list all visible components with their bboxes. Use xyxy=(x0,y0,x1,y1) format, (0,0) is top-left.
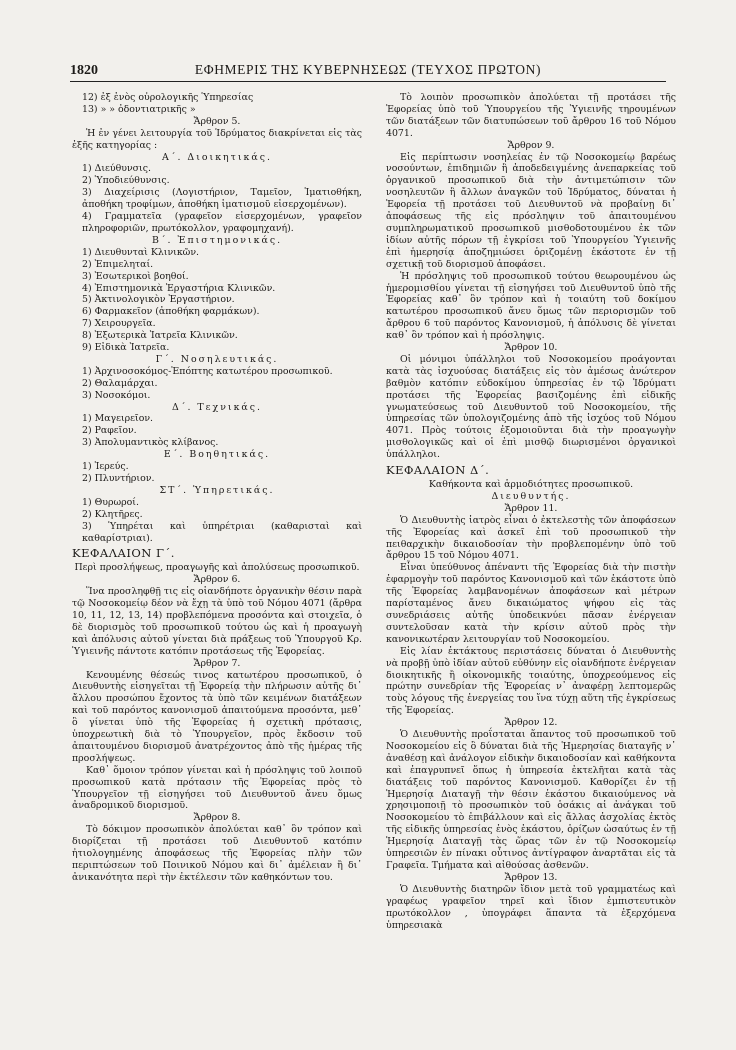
list-item: 7) Χειρουργεῖα. xyxy=(82,318,156,330)
section-heading: Καθήκοντα καὶ ἁρμοδιότητες προσωπικοῦ. xyxy=(428,479,634,490)
paragraph: Εἶναι ὑπεύθυνος ἀπέναντι τῆς Ἐφορείας διὰ τὴν πιστὴν ἐφαρμογὴν τοῦ παρόντος Κανονισμοῦ καὶ τῶν ἑκάστοτε ὑπὸ τῆς Ἐφορείας λαμβανομένων ἀποφάσεων καὶ μέτρων παρίσταμένος ἄνευ δικαιώματος ψήφου εἰς τὰς συνεδριάσεις αὐτῆς ὑποδεικνύει πᾶσαν ἐνέργειαν συντελοῦσαν κατὰ τὴν κρίσιν αὐτοῦ πρὸς τὴν κανονικωτέραν λειτουργίαν τοῦ Νοσοκομείου. xyxy=(386,562,676,645)
list-item: 3) Ἐσωτερικοὶ βοηθοί. xyxy=(82,270,189,282)
left-column xyxy=(72,92,362,884)
section-heading: Περὶ προσλήψεως, προαγωγῆς καὶ ἀπολύσεως προσωπικοῦ. xyxy=(74,562,360,574)
paragraph: Ἡ πρόσληψις τοῦ προσωπικοῦ τούτου θεωρουμένου ὡς ἡμερομισθίου γίνεται τῇ εἰσηγήσει τοῦ Διευθυντοῦ ὑπὸ τῆς Ἐφορείας καθ᾽ ὃν τρόπον καὶ ἡ τοιαύτη τοῦ δοκίμου κατωτέρου προσωπικοῦ ἄνευ ὅμως τῶν περιορισμῶν τοῦ ἄρθρου 6 τοῦ παρόντος Κανονισμοῦ, ἡ ἀπόλυσις δὲ γίνεται καθ᾽ ὃν τρόπον καὶ ἡ πρόσληψις. xyxy=(386,270,676,342)
section-heading: Ἄρθρον 7. xyxy=(193,657,241,669)
page-number: 1820 xyxy=(70,63,98,78)
list-item: 1) Ἱερεύς. xyxy=(82,461,129,473)
category-heading: Ε΄. Βοηθητικάς. xyxy=(163,449,271,461)
paragraph: Ὁ Διευθυντὴς ἰατρὸς εἶναι ὁ ἐκτελεστὴς τῶν ἀποφάσεων τῆς Ἐφορείας καὶ ἀσκεῖ ἐπὶ τοῦ προσωπικοῦ τὴν πειθαρχικὴν δικαιοδοσίαν τὴν προβλεπομένην ὑπὸ τοῦ ἄρθρου 15 τοῦ Νόμου 4071. xyxy=(386,514,676,562)
category-heading: Διευθυντής. xyxy=(491,490,571,502)
list-item: 1) Θυρωροί. xyxy=(82,496,139,508)
list-item: 3) Ἀπολυμαντικὸς κλίβανος. xyxy=(82,437,219,449)
list-item: 8) Ἐξωτερικὰ Ἰατρεῖα Κλινικῶν. xyxy=(82,330,238,342)
section-heading: Ἄρθρον 5. xyxy=(193,115,241,127)
list-item: 4) Ἐπιστημονικὰ Ἐργαστήρια Κλινικῶν. xyxy=(82,282,276,294)
list-item: 1) Διευθυνταὶ Κλινικῶν. xyxy=(82,246,199,258)
section-heading: Ἄρθρον 6. xyxy=(193,574,241,586)
paragraph: Καθ᾽ ὅμοιον τρόπον γίνεται καὶ ἡ πρόσληψις τοῦ λοιποῦ προσωπικοῦ κατὰ πρότασιν τῆς Ἐφορείας πρὸς τὸ Ὑπουργεῖον τῇ εἰσηγήσει τοῦ Διευθυντοῦ ἄνευ ὅμως ἀναδρομικοῦ διορισμοῦ. xyxy=(72,764,362,812)
paragraph: Ὁ Διευθυντὴς διατηρῶν ἴδιον μετὰ τοῦ γραμματέως καὶ γραφέως γραφεῖον τηρεῖ καὶ ἴδιον ἐμπιστευτικὸν πρωτόκολλον , ὑπογράφει ἅπαντα τὰ ἐξερχόμενα ὑπηρεσιακὰ xyxy=(386,883,676,931)
list-item: 2) Ραφεῖον. xyxy=(82,425,137,437)
chapter-heading: ΚΕΦΑΛΑΙΟΝ Δ΄. xyxy=(386,463,490,478)
list-item: 12) ἐξ ἑνὸς οὐρολογικῆς Ὑπηρεσίας xyxy=(82,92,254,103)
chapter-heading: ΚΕΦΑΛΑΙΟΝ Γ΄. xyxy=(72,546,175,561)
paragraph: Κενουμένης θέσεώς τινος κατωτέρου προσωπικοῦ, ὁ Διευθυντὴς εἰσηγεῖται τῇ Ἐφορείᾳ τὴν πλήρωσιν αὐτῆς δι᾽ ἄλλου προσώπου ἔχοντος τὰ ὑπὸ τῶν κειμένων διατάξεων καὶ τοῦ παρόντος κανονισμοῦ ἀπαιτούμενα προσόντα, μεθ᾽ ὃ γίνεται ὑπὸ τῆς Ἐφορείας ἡ σχετικὴ πρότασις, ὑποχρεωτικὴ διὰ τὸ Ὑπουργεῖον, πρὸς ἔκδοσιν τοῦ ἀπαιτουμένου διορισμοῦ ἀνατρέχοντος ἀπὸ τῆς ἡμέρας τῆς προσλήψεως. xyxy=(72,669,362,764)
section-heading: Ἄρθρον 11. xyxy=(504,502,558,514)
category-heading: Α΄. Διοικητικάς. xyxy=(162,151,272,163)
page-header xyxy=(70,62,666,82)
list-item: 2) Ὑποδιεύθυνσις. xyxy=(82,175,170,187)
paragraph: Ὁ Διευθυντὴς προΐσταται ἅπαντος τοῦ προσωπικοῦ τοῦ Νοσοκομείου εἰς ὃ δύναται διὰ τῆς Ἡμερησίας διαταγῆς ν᾽ ἀναθέσῃ καὶ ἀνάλογον εἰδικὴν δικαιοδοσίαν καὶ καθήκοντα καὶ ἐπαγρυπνεῖ ὅπως ἡ ὑπηρεσία ἐκτελῆται κατὰ τὰς διατάξεις τοῦ παρόντος Κανονισμοῦ. Καθορίζει ἐν τῇ Ἡμερησίᾳ Διαταγῇ τὴν θέσιν ἑκάστου δικαιούμενος νὰ χρησιμοποιῇ τὸ προσωπικὸν τοῦ ὁσάκις αἱ ἀνάγκαι τοῦ Νοσοκομείου τὸ ἐπιβάλλουν καὶ εἰς ἄλλας ἀσχολίας ἐκτὸς τῆς εἰδικῆς ὑπηρεσίας ἑνὸς ἑκάστου, ὁρίζων ὡσαύτως ἐν τῇ Ἡμερησίᾳ Διαταγῇ τὰς ὥρας τῶν ἐν τῷ Νοσοκομείῳ ὑπηρεσιῶν ἐν πίνακι οὗτινος ἀντίγραφον ἀναρτᾶται εἰς τὰ Γραφεῖα. Τμήματα καὶ αἰθούσας ἀσθενῶν. xyxy=(386,729,676,871)
list-item: 13) » » ὀδοντιατρικῆς » xyxy=(82,103,196,115)
section-heading: Ἄρθρον 9. xyxy=(507,139,555,151)
list-item: 9) Εἰδικὰ Ἰατρεῖα. xyxy=(82,342,170,354)
list-item: 1) Μαγειρεῖον. xyxy=(82,413,154,425)
section-heading: Ἄρθρον 12. xyxy=(504,717,558,729)
paragraph: Ἵνα προσληφθῇ τις εἰς οἱανδήποτε ὀργανικὴν θέσιν παρὰ τῷ Νοσοκομείῳ δέον νὰ ἔχῃ τὰ ὑπὸ τοῦ Νόμου 4071 (ἄρθρα 10, 11, 12, 13, 14) προβλεπόμενα προσόντα καὶ στοιχεῖα, ὁ δὲ διορισμὸς τοῦ προσωπικοῦ τούτου ὡς καὶ ἡ προαγωγὴ καὶ ἀπόλυσις αὐτοῦ γίνεται διὰ πράξεως τοῦ Ὑπουργοῦ Κρ. Ὑγιεινῆς πάντοτε κατόπιν προτάσεως τῆς Ἐφορείας. xyxy=(72,586,362,657)
list-item: 2) Θαλαμάρχαι. xyxy=(82,377,158,389)
category-heading: Γ΄. Νοσηλευτικάς. xyxy=(155,353,279,365)
paragraph: Εἰς περίπτωσιν νοσηλείας ἐν τῷ Νοσοκομείῳ βαρέως νοσούντων, ἐπιδημιῶν ἢ ἀποδεδειγμένης ἀνεπαρκείας τοῦ ὀργανικοῦ προσωπικοῦ διὰ τὴν ἀντιμετώπισιν τῶν νοσηλευτῶν ἢ ἄλλων ἀναγκῶν τοῦ Ἱδρύματος, δύναται ἡ Ἐφορεία τῇ προτάσει τοῦ Διευθυντοῦ νὰ προβαίνῃ δι᾽ ἀποφάσεως τῆς εἰς πρόσληψιν τοῦ ἀπαιτουμένου συμπληρωματικοῦ προσωπικοῦ μισθοδοτουμένου ἐκ τῶν ἰδίων αὐτῆς πόρων τῇ ἐγκρίσει τοῦ Ὑπουργείου Ὑγιεινῆς ἐπὶ ἡμερησίᾳ ἀποζημιώσει ὁριζομένῃ ἑκάστοτε ἐν τῇ σχετικῇ τοῦ διορισμοῦ ἀποφάσει. xyxy=(386,151,676,270)
paragraph: Τὸ λοιπὸν προσωπικὸν ἀπολύεται τῇ προτάσει τῆς Ἐφορείας ὑπὸ τοῦ Ὑπουργείου τῆς Ὑγιεινῆς τηρουμένων τῶν διατάξεων τῶν διατυπώσεων τοῦ ἄρθρου 16 τοῦ Νόμου 4071. xyxy=(386,92,676,139)
list-item: 2) Ἐπιμεληταί. xyxy=(82,258,154,270)
paragraph: Οἱ μόνιμοι ὑπάλληλοι τοῦ Νοσοκομείου προάγονται κατὰ τὰς ἰσχυούσας διατάξεις εἰς τὸν ἀμέσως ἀνώτερον βαθμὸν κατόπιν εὐδοκίμου ὑπηρεσίας ἐν τῷ Ἱδρύματι προτάσει τῆς Ἐφορείας βασιζομένης ἐπὶ εἰδικῆς γνωματεύσεως τοῦ Διευθυντοῦ τοῦ Νοσοκομείου, τῆς ὑπηρεσίας τῶν ὑπολογιζομένης ἀπὸ τῆς ἰσχύος τοῦ Νόμου 4071. Πρὸς τούτοις ἐξομοιοῦνται διὰ τὴν προαγωγὴν μισθολογικῶς καὶ οἱ ἐπὶ μισθῷ διωρισμένοι ὀργανικοὶ ὑπάλληλοι. xyxy=(386,353,676,461)
list-item: 6) Φαρμακεῖον (ἀποθήκη φαρμάκων). xyxy=(82,306,260,318)
list-item: 3) Ὑπηρέται καὶ ὑπηρέτριαι (καθαρισταὶ καὶ καθαρίστριαι). xyxy=(82,520,362,544)
list-item: 2) Πλυντήριον. xyxy=(82,473,155,484)
list-item: 3) Νοσοκόμοι. xyxy=(82,389,151,401)
list-item: 1) Διεύθυνσις. xyxy=(82,163,151,175)
paragraph: Ἡ ἐν γένει λειτουργία τοῦ Ἱδρύματος διακρίνεται εἰς τὰς ἑξῆς κατηγορίας : xyxy=(72,127,362,151)
paragraph: Εἰς λίαν ἐκτάκτους περιστάσεις δύναται ὁ Διευθυντὴς νὰ προβῇ ὑπὸ ἰδίαν αὐτοῦ εὐθύνην εἰς οἱανδήποτε ἐνέργειαν διοικητικῆς ἢ οἰκονομικῆς τοιαύτης, ὑποχρεούμενος εἰς πρώτην συνεδρίαν τῆς Ἐφορείας ν᾽ ἀναφέρῃ λεπτομερῶς τοὺς λόγους τῆς ἐνεργείας του ἵνα τύχῃ αὕτη τῆς ἐγκρίσεως τῆς Ἐφορείας. xyxy=(386,645,676,717)
section-heading: Ἄρθρον 10. xyxy=(504,342,558,354)
list-item: 1) Ἀρχινοσοκόμος-Ἐπόπτης κατωτέρου προσωπικοῦ. xyxy=(82,365,333,377)
category-heading: Δ΄. Τεχνικάς. xyxy=(171,401,262,413)
section-heading: Ἄρθρον 13. xyxy=(504,871,558,883)
category-heading: Β΄. Ἐπιστημονικάς. xyxy=(151,234,283,246)
paragraph: Τὸ δόκιμον προσωπικὸν ἀπολύεται καθ᾽ ὃν τρόπον καὶ διορίζεται τῇ προτάσει τοῦ Διευθυντοῦ κατόπιν ἠτιολογημένης ἀποφάσεως τῆς Ἐφορείας πλὴν τῶν περιπτώσεων τοῦ Ποινικοῦ Νόμου καὶ δι᾽ ἀμέλειαν ἢ δι᾽ ἀνικανότητα περὶ τὴν ἐκτέλεσιν τῶν καθηκόντων του. xyxy=(72,824,362,883)
list-item: 5) Ἀκτινολογικὸν Ἐργαστήριον. xyxy=(82,294,235,306)
section-heading: Ἄρθρον 8. xyxy=(193,812,241,824)
gazette-title: ΕΦΗΜΕΡΙΣ ΤΗΣ ΚΥΒΕΡΝΗΣΕΩΣ (ΤΕΥΧΟΣ ΠΡΩΤΟΝ) xyxy=(194,62,542,77)
list-item: 4) Γραμματεῖα (γραφεῖον εἰσερχομένων, γραφεῖον πληροφοριῶν, πρωτόκολλον, γραφομηχανή). xyxy=(82,211,362,234)
list-item: 2) Κλητῆρες. xyxy=(82,508,143,520)
right-column xyxy=(386,92,676,931)
category-heading: ΣΤ΄. Ὑπηρετικάς. xyxy=(159,484,275,496)
list-item: 3) Διαχείρισις (Λογιστήριον, Ταμεῖον, Ἱματιοθήκη, ἀποθήκη τροφίμων, ἀποθήκη ἱματισμοῦ εἰσερχομένων). xyxy=(82,187,362,211)
